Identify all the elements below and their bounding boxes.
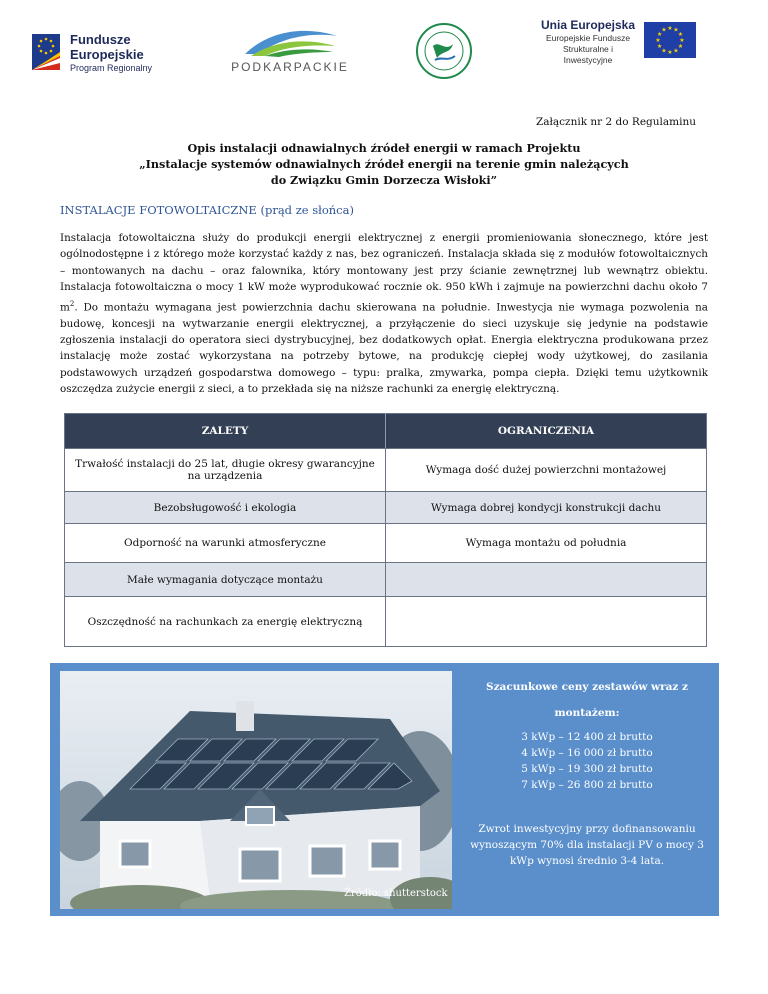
svg-text:★: ★ bbox=[679, 37, 685, 44]
svg-text:★: ★ bbox=[656, 43, 663, 50]
fe-line3: Program Regionalny bbox=[70, 63, 153, 73]
svg-text:★: ★ bbox=[661, 26, 667, 34]
pros-cons-table bbox=[64, 413, 707, 647]
table-row bbox=[65, 597, 707, 647]
paragraph-part2: . Do montażu wymagana jest powierzchnia dachu skierowana na południe. Inwestycja nie wymaga pozwolenia na budowę, koncesji na wytwarzanie energii elektrycznej, a przyłączenie do sieci uzyskuje się jedynie na podstawie zgłoszenia instalacji do operatora sieci dystrybucyjnej, bez dodatkowych opłat. Energia elektryczna produkowana przez instalację może zostać wykorzystana na potrzeby bytowe, na produkcję ciepłej wody użytkowej, do zasilania podstawowych urządzeń gospodarstwa domowego – typu: pralka, zmywarka, pompa ciepła. Dzięki temu użytkownik oszczędza zużycie energii z sieci, a to przekłada się na niższe rachunki za energię elektryczną. bbox=[60, 301, 708, 396]
table-cell: Trwałość instalacji do 25 lat, długie okresy gwarancyjne na urządzenia bbox=[65, 449, 386, 492]
table-header-row bbox=[65, 414, 707, 449]
fe-line2: Europejskie bbox=[70, 47, 144, 62]
annex-label: Załącznik nr 2 do Regulaminu bbox=[535, 116, 696, 128]
price-heading-line2: montażem: bbox=[554, 707, 620, 719]
superscript: 2 bbox=[69, 299, 75, 308]
svg-text:★: ★ bbox=[656, 31, 663, 38]
ue-title: Unia Europejska bbox=[540, 18, 636, 32]
photo-credit: Źródło: shutterstock bbox=[344, 888, 448, 899]
svg-text:★: ★ bbox=[655, 37, 661, 44]
table-row bbox=[65, 563, 707, 597]
price-heading-line1: Szacunkowe ceny zestawów wraz z bbox=[485, 681, 689, 693]
price-panel bbox=[50, 663, 719, 916]
price-item: 3 kWp – 12 400 zł brutto bbox=[521, 731, 653, 743]
header-ograniczenia: OGRANICZENIA bbox=[386, 414, 707, 449]
logo-bar bbox=[0, 10, 768, 90]
svg-text:★: ★ bbox=[661, 47, 667, 55]
fe-flag-icon bbox=[30, 30, 64, 76]
table-cell: Wymaga dość dużej powierzchni montażowej bbox=[386, 449, 707, 492]
table-cell: Bezobsługowość i ekologia bbox=[65, 492, 386, 524]
svg-text:★: ★ bbox=[673, 47, 679, 55]
ue-line1: Europejskie Fundusze bbox=[545, 33, 631, 43]
table-cell bbox=[386, 597, 707, 647]
price-item: 4 kWp – 16 000 zł brutto bbox=[521, 747, 653, 759]
table-row bbox=[65, 449, 707, 492]
price-list bbox=[462, 729, 712, 793]
table-cell bbox=[386, 563, 707, 597]
payback-text: Zwrot inwestycyjny przy dofinansowaniu wynoszącym 70% dla instalacji PV o mocy 3 kWp wynosi średnio 3-4 lata. bbox=[470, 823, 704, 867]
podkarpackie-name: PODKARPACKIE bbox=[231, 60, 349, 74]
paragraph-part1: Instalacja fotowoltaiczna służy do produkcji energii elektrycznej z energii promieniowania słonecznego, które jest ogólnodostępne i z którego może korzystać każdy z nas, bez ograniczeń. Instalacja składa się z modułów fotowoltaicznych – montowanych na dachu – oraz falownika, który montowany jest przy ścianie zewnętrznej lub wewnątrz obiektu. Instalacja fotowoltaiczna o mocy 1 kW może wyprodukować rocznie ok. 950 kWh i zajmuje na powierzchni dachu około 7 m bbox=[60, 232, 708, 314]
svg-text:★: ★ bbox=[677, 31, 684, 38]
description-paragraph bbox=[60, 230, 708, 398]
fundusze-europejskie-logo bbox=[30, 30, 170, 82]
house-with-solar-panels-image bbox=[60, 671, 452, 909]
table-cell: Wymaga dobrej kondycji konstrukcji dachu bbox=[386, 492, 707, 524]
table-row bbox=[65, 492, 707, 524]
document-title bbox=[60, 140, 708, 188]
ue-line2: Strukturalne i Inwestycyjne bbox=[562, 44, 614, 65]
house-photo bbox=[60, 671, 452, 909]
svg-text:★: ★ bbox=[673, 26, 679, 34]
title-line1: Opis instalacji odnawialnych źródeł energii w ramach Projektu bbox=[187, 141, 581, 155]
eu-flag-icon bbox=[644, 22, 696, 58]
table-row bbox=[65, 524, 707, 563]
unia-europejska-logo bbox=[540, 14, 740, 74]
header-zalety: ZALETY bbox=[65, 414, 386, 449]
river-emblem-icon bbox=[415, 22, 473, 80]
svg-text:★: ★ bbox=[667, 25, 673, 32]
table-cell: Odporność na warunki atmosferyczne bbox=[65, 524, 386, 563]
table-cell: Małe wymagania dotyczące montażu bbox=[65, 563, 386, 597]
zwiazek-gmin-logo bbox=[415, 22, 473, 80]
price-info bbox=[462, 673, 712, 869]
table-cell: Oszczędność na rachunkach za energię elektryczną bbox=[65, 597, 386, 647]
title-line2: „Instalacje systemów odnawialnych źródeł energii na terenie gmin należących bbox=[139, 157, 629, 171]
svg-text:★: ★ bbox=[677, 43, 684, 50]
section-heading: INSTALACJE FOTOWOLTAICZNE (prąd ze słońca) bbox=[60, 203, 354, 217]
svg-text:★: ★ bbox=[667, 49, 673, 56]
table-cell: Wymaga montażu od południa bbox=[386, 524, 707, 563]
price-item: 5 kWp – 19 300 zł brutto bbox=[521, 763, 653, 775]
price-item: 7 kWp – 26 800 zł brutto bbox=[521, 779, 653, 791]
podkarpackie-logo bbox=[225, 22, 355, 82]
title-line3: do Związku Gmin Dorzecza Wisłoki” bbox=[270, 173, 498, 187]
fe-line1: Fundusze bbox=[70, 32, 131, 47]
hills-icon bbox=[225, 22, 355, 58]
